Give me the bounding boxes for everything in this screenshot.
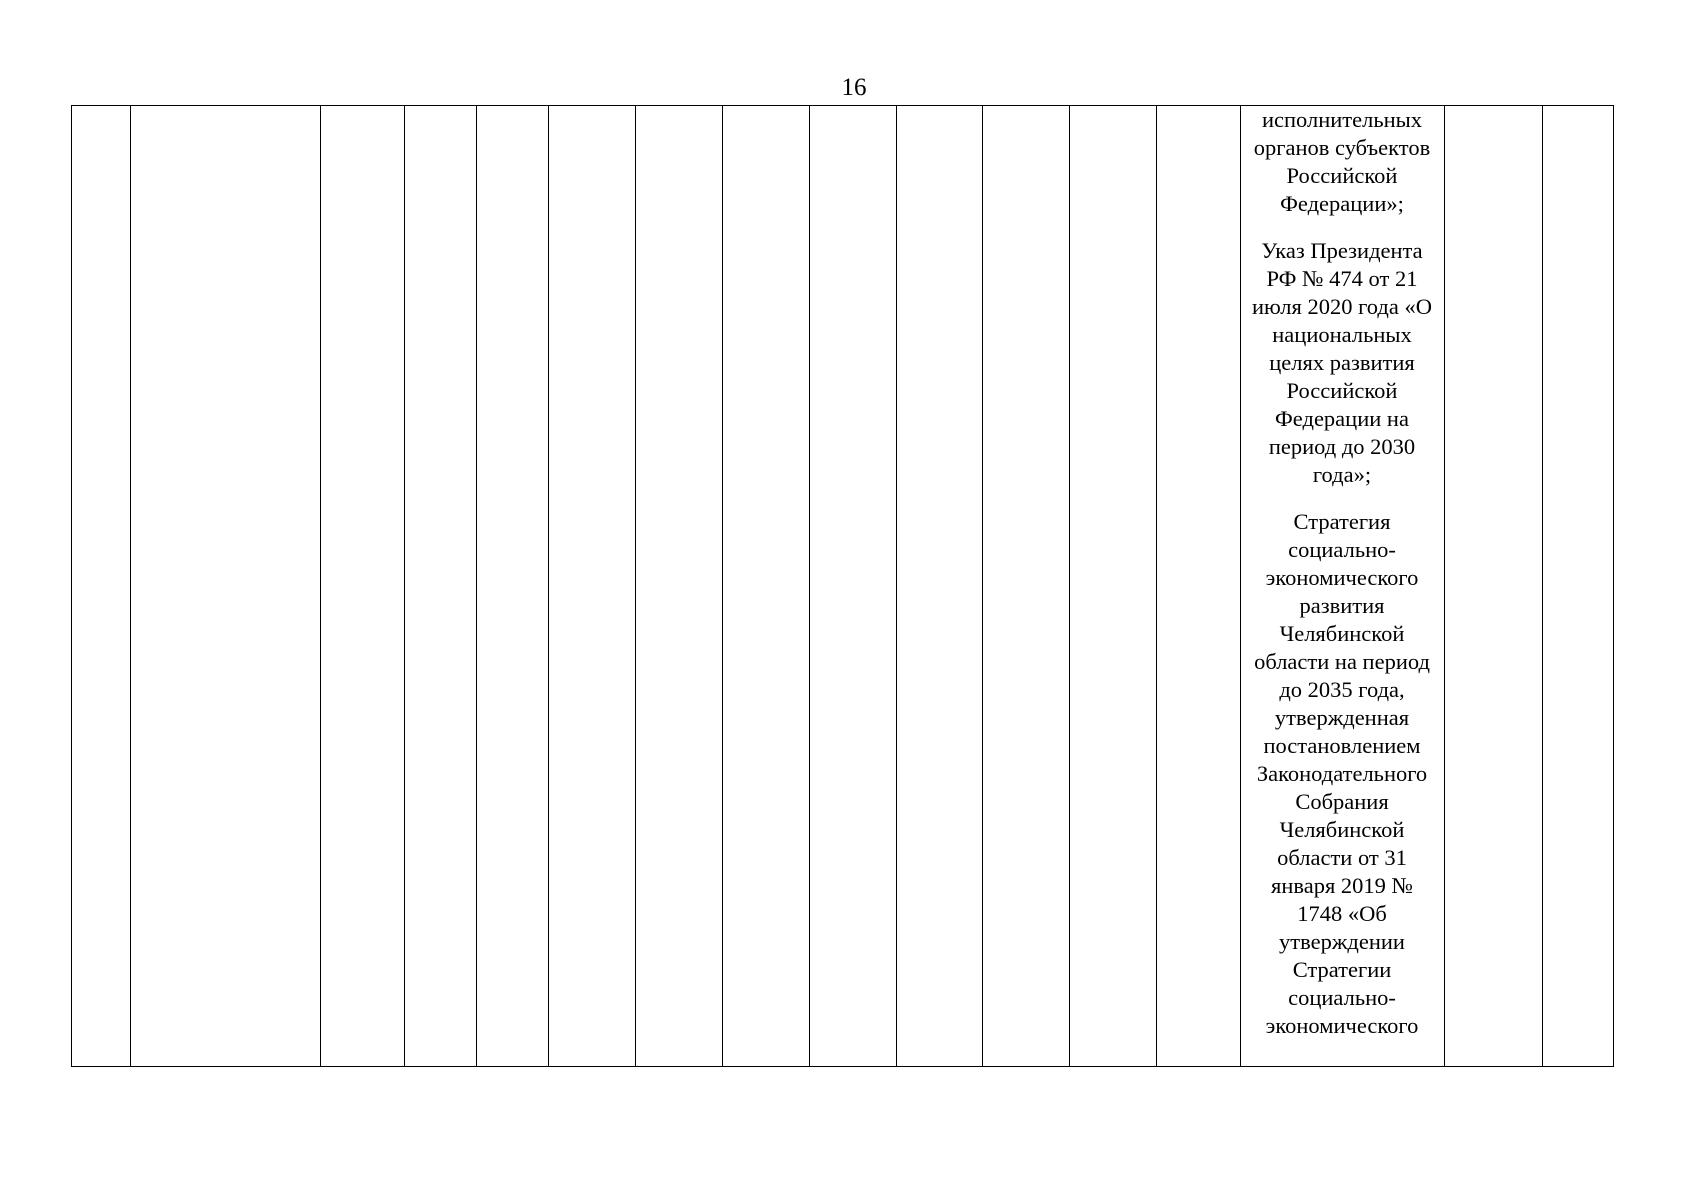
paragraph-executive-bodies: исполнительных органов субъектов Российской Федерации»; [1253, 107, 1431, 216]
column-divider [548, 106, 549, 1066]
column-divider [635, 106, 636, 1066]
column-divider [982, 106, 983, 1066]
column-divider [1444, 106, 1445, 1066]
column-divider [722, 106, 723, 1066]
column-divider [896, 106, 897, 1066]
paragraph-regional-strategy: Стратегия социально- экономического развития Челябинской области на период до 2035 года, утвержденная постановлением Законодательного Собрания Челябинской области от 31 января 2019 № 1748 «Об утверждении Стратегии социально- экономического [1254, 509, 1430, 1038]
page-number: 16 [841, 74, 867, 101]
column-divider [476, 106, 477, 1066]
column-divider [130, 106, 131, 1066]
table-grid [71, 105, 1614, 1067]
column-divider [404, 106, 405, 1066]
column-divider [809, 106, 810, 1066]
column-divider [1069, 106, 1070, 1066]
column-divider [320, 106, 321, 1066]
column-divider [1156, 106, 1157, 1066]
paragraph-presidential-decree: Указ Президента РФ № 474 от 21 июля 2020 года «О национальных целях развития Российской Федерации на период до 2030 года»; [1252, 238, 1432, 487]
column-divider [1542, 106, 1543, 1066]
legal-basis-cell [1240, 106, 1444, 1066]
